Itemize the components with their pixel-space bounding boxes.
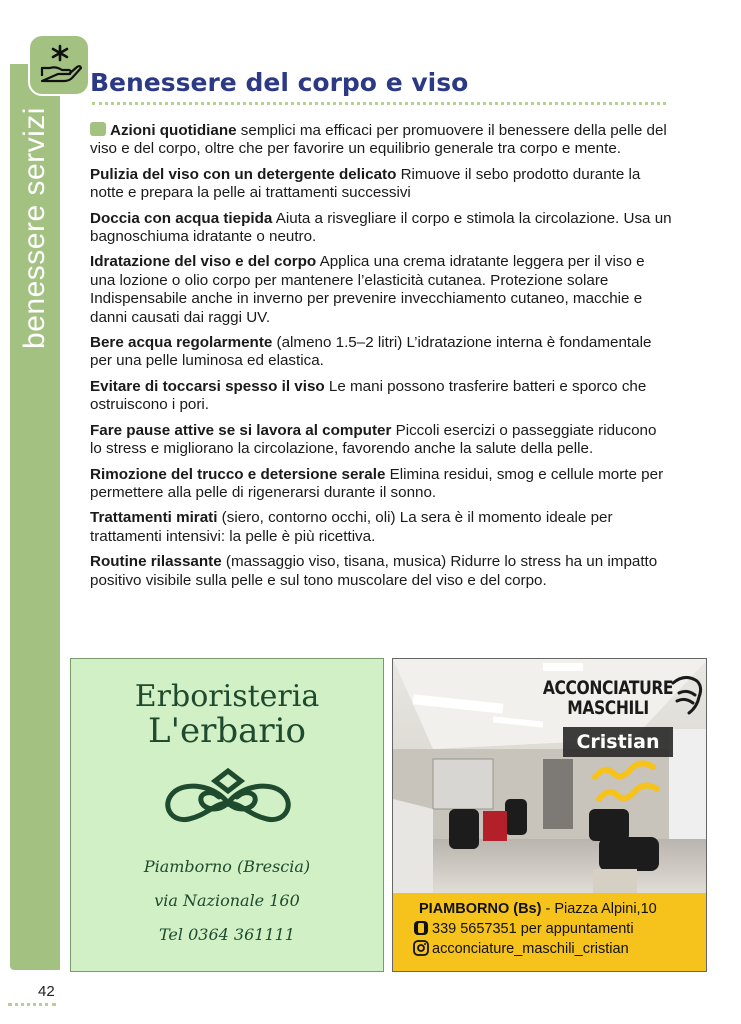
salon-brand-line1: ACCONCIATURE <box>542 677 674 699</box>
section-label-text: benessere servizi <box>18 107 51 349</box>
paragraph <box>90 466 672 503</box>
salon-social-row[interactable] <box>413 939 629 959</box>
paragraph-text: semplici ma efficaci per promuovere il benessere della pelle del viso e del corpo, oltre che per favorire un equilibrio generale tra corpo e mente. <box>90 122 667 158</box>
barber-face-icon <box>665 673 705 721</box>
paragraph-heading: Pulizia del viso con un detergente delicato <box>90 165 397 183</box>
salon-brand-line2: MASCHILI <box>567 697 649 719</box>
erboristeria-town: Piamborno (Brescia) <box>143 857 311 876</box>
paragraph-text: Elimina residui, smog e cellule morte per permettere alla pelle di rigenerarsi durante il sonno. <box>90 465 664 501</box>
paragraph-heading: Routine rilassante <box>90 553 222 571</box>
hair-waves-icon <box>591 759 661 819</box>
ad-acconciature[interactable] <box>392 658 707 972</box>
paragraph-text: (massaggio viso, tisana, musica) Ridurre lo stress ha un impatto positivo visibile sulla pelle e sul tono muscolare del viso e del corpo. <box>90 553 658 589</box>
section-icon-tab <box>28 34 90 96</box>
phone-icon <box>413 920 429 936</box>
instagram-icon <box>413 940 429 956</box>
paragraph-text: Rimuove il sebo prodotto durante la notte e prepara la pelle ai trattamenti successivi <box>90 165 641 202</box>
paragraph-text: (almeno 1.5–2 litri) L’idratazione interna è fondamentale per una pelle luminosa ed elastica. <box>90 334 652 370</box>
paragraph-heading: Bere acqua regolarmente <box>90 334 273 352</box>
section-label <box>10 108 60 348</box>
salon-social-handle: acconciature_maschili_cristian <box>432 941 629 957</box>
article-body <box>90 122 672 597</box>
salon-phone-row[interactable] <box>413 919 634 939</box>
erboristeria-name-line1: Erboristeria <box>134 679 320 714</box>
paragraph <box>90 509 672 546</box>
paragraph-text: Piccoli esercizi o passeggiate riducono lo stress e migliorano la circolazione, favorendo anche la salute della pelle. <box>90 421 657 458</box>
title-divider <box>92 102 666 105</box>
paragraph-heading: Fare pause attive se si lavora al computer <box>90 421 392 439</box>
paragraph <box>90 378 672 415</box>
hand-star-icon <box>36 42 82 88</box>
erboristeria-name-line2: L'erbario <box>148 711 306 751</box>
paragraph-heading: Rimozione del trucco e detersione serale <box>90 465 386 483</box>
paragraph-intro <box>90 122 672 159</box>
paragraph <box>90 210 672 247</box>
page-number: 42 <box>38 983 55 1000</box>
page-title: Benessere del corpo e viso <box>90 68 469 97</box>
footer-divider <box>8 1003 56 1006</box>
paragraph-heading: Evitare di toccarsi spesso il viso <box>90 377 325 395</box>
ad-erboristeria[interactable] <box>70 658 384 972</box>
paragraph-text: Applica una crema idratante leggera per il viso e una lozione o olio corpo per mantenere l’elasticità cutanea. Protezione solare Indispensabile anche in inverno per prevenire invecchiamento cutaneo, macchie e danni causati dai raggi UV. <box>90 253 645 326</box>
salon-town: PIAMBORNO (Bs) <box>419 901 542 917</box>
bullet-square-icon <box>90 122 106 136</box>
salon-phone: 339 5657351 per appuntamenti <box>432 921 634 937</box>
knot-ornament-icon <box>155 767 301 837</box>
paragraph <box>90 334 672 371</box>
paragraph-text: Le mani possono trasferire batteri e sporco che ostruiscono i pori. <box>90 377 647 414</box>
salon-brand-line3: Cristian <box>563 727 673 757</box>
paragraph-heading: Trattamenti mirati <box>90 509 218 527</box>
paragraph-heading: Doccia con acqua tiepida <box>90 209 273 227</box>
paragraph <box>90 553 672 590</box>
paragraph <box>90 422 672 459</box>
paragraph-text: Aiuta a risvegliare il corpo e stimola la circolazione. Usa un bagnoschiuma idratante o neutro. <box>90 209 672 246</box>
paragraph-heading: Idratazione del viso e del corpo <box>90 253 317 271</box>
paragraph <box>90 253 672 327</box>
salon-address-row <box>419 899 657 919</box>
erboristeria-street: via Nazionale 160 <box>154 891 300 910</box>
paragraph-text: (siero, contorno occhi, oli) La sera è il momento ideale per trattamenti intensivi: la pelle è più ricettiva. <box>90 509 613 545</box>
salon-contact-strip <box>393 893 707 972</box>
salon-address: - Piazza Alpini,10 <box>541 901 657 917</box>
paragraph <box>90 166 672 203</box>
paragraph-heading: Azioni quotidiane <box>110 122 237 139</box>
erboristeria-phone: Tel 0364 361111 <box>159 925 295 944</box>
